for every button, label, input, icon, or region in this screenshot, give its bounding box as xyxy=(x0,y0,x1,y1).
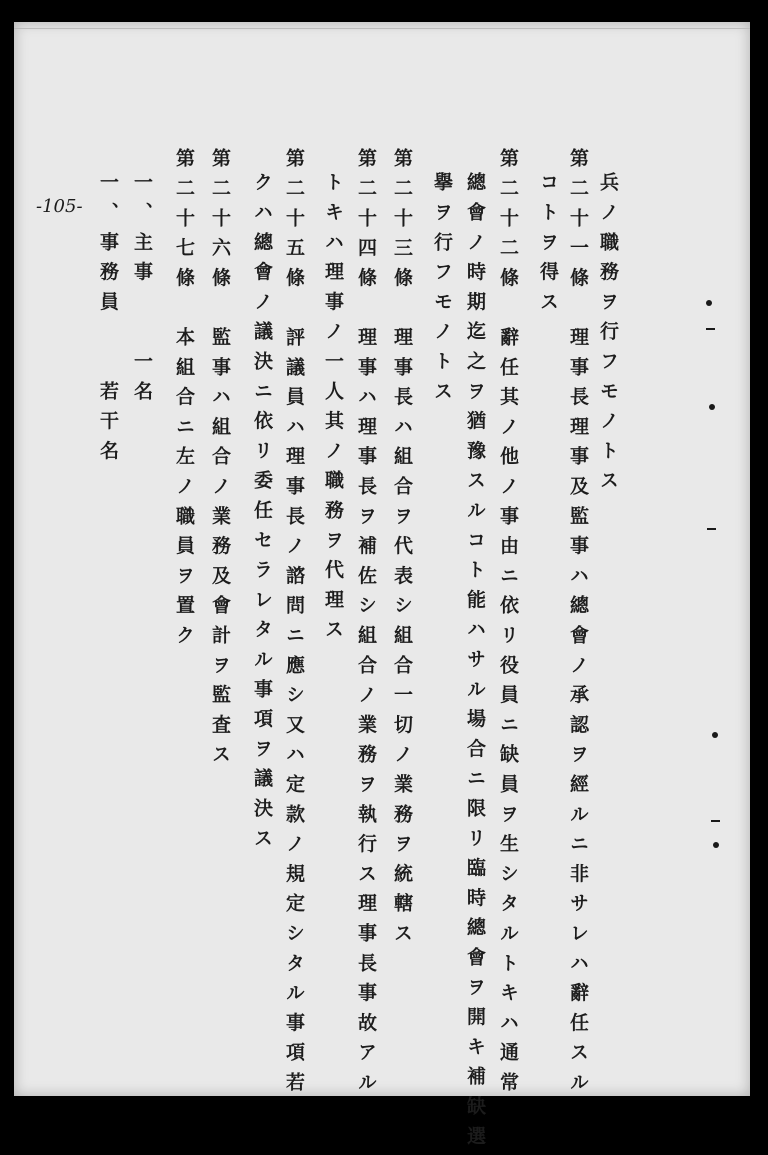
text-column-12: 第二十六條 監事ハ組合ノ業務及會計ヲ監査ス xyxy=(209,148,231,774)
text-column-5: 總會ノ時期迄之ヲ猶豫スルコト能ハサル場合ニ限リ臨時總會ヲ開キ補缺選 xyxy=(464,172,486,1155)
margin-mark xyxy=(706,328,715,330)
text-column-6: 擧ヲ行フモノトス xyxy=(431,172,453,411)
text-column-11: クハ總會ノ議決ニ依リ委任セラレタル事項ヲ議決ス xyxy=(251,172,273,858)
text-column-14: 一、主事 一名 xyxy=(131,172,153,411)
text-column-9: トキハ理事ノ一人其ノ職務ヲ代理ス xyxy=(322,172,344,649)
text-column-1: 兵ノ職務ヲ行フモノトス xyxy=(597,172,619,500)
text-column-8: 第二十四條 理事ハ理事長ヲ補佐シ組合ノ業務ヲ執行ス理事長事故アル xyxy=(355,148,377,1102)
document-page xyxy=(14,22,750,1155)
text-column-2: 第二十一條 理事長理事及監事ハ總會ノ承認ヲ經ルニ非サレハ辭任スル xyxy=(567,148,589,1102)
margin-dot xyxy=(706,300,712,306)
margin-dot xyxy=(712,732,718,738)
page-number: -105- xyxy=(36,196,83,217)
top-edge-line xyxy=(14,28,750,29)
margin-mark xyxy=(707,528,716,530)
margin-dot xyxy=(709,404,715,410)
text-column-13: 第二十七條 本組合ニ左ノ職員ヲ置ク xyxy=(173,148,195,655)
text-column-4: 第二十二條 辭任其ノ他ノ事由ニ依リ役員ニ缺員ヲ生シタルトキハ通常 xyxy=(497,148,519,1102)
text-column-7: 第二十三條 理事長ハ組合ヲ代表シ組合一切ノ業務ヲ統轄ス xyxy=(391,148,413,953)
text-column-3: コトヲ得ス xyxy=(537,172,559,321)
text-column-10: 第二十五條 評議員ハ理事長ノ諮問ニ應シ又ハ定款ノ規定シタル事項若 xyxy=(283,148,305,1102)
margin-dot xyxy=(713,842,719,848)
margin-mark xyxy=(711,820,720,822)
text-column-15: 一、事務員 若干名 xyxy=(97,172,119,470)
